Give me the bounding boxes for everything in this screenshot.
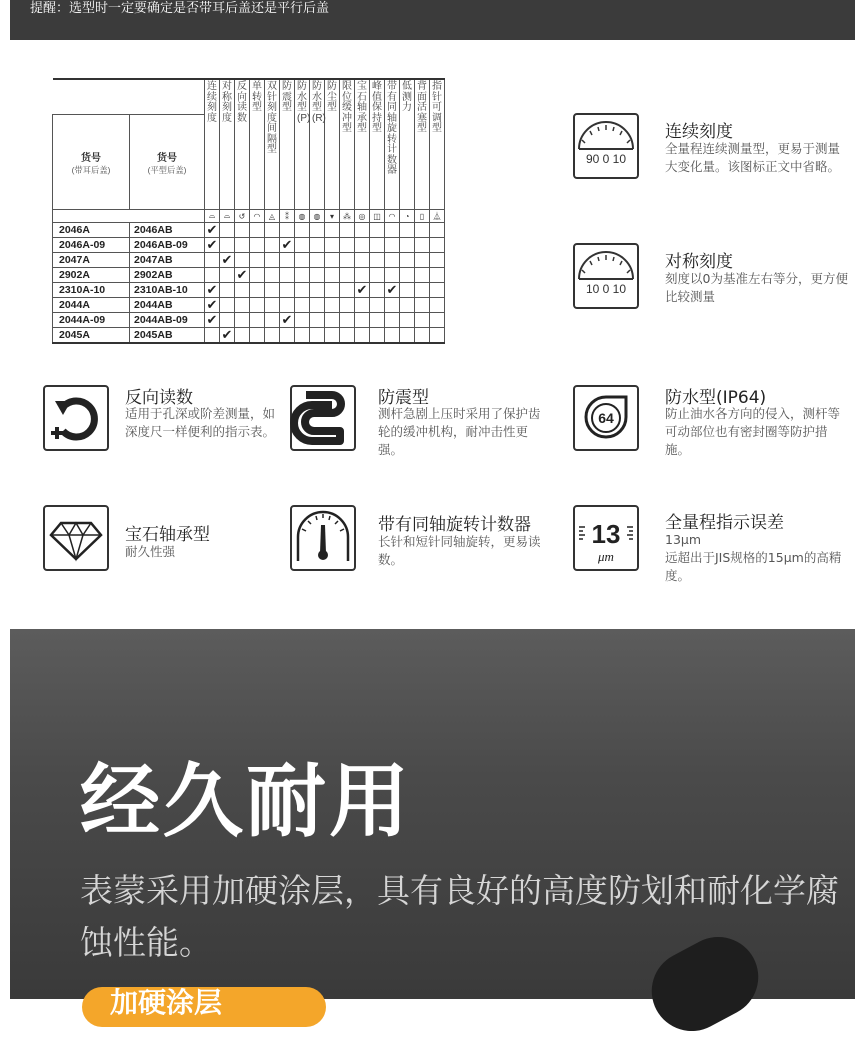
feature-cell <box>355 313 370 328</box>
feature-col-icon: ◔ <box>400 210 415 223</box>
feature-cell <box>325 223 340 238</box>
feature-cell: ✔ <box>355 283 370 298</box>
part-number-ear: 2044A-09 <box>53 313 130 328</box>
accuracy-title: 全量程指示误差 <box>665 513 784 533</box>
feature-cell <box>385 238 400 253</box>
feature-col-header: 带有同轴旋转计数器 <box>385 79 400 210</box>
part-number-ear: 2044A <box>53 298 130 313</box>
feature-cell <box>370 283 385 298</box>
feature-cell <box>280 283 295 298</box>
feature-cell <box>265 328 280 344</box>
feature-col-icon: ⌓ <box>205 210 220 223</box>
waterproof-icon-label: 64 <box>598 410 614 426</box>
durability-hero <box>10 629 855 1019</box>
feature-cell <box>220 268 235 283</box>
symmetric-desc: 刻度以0为基准左右等分，更方便比较测量 <box>665 271 848 304</box>
feature-cell <box>430 298 445 313</box>
feature-cell <box>325 283 340 298</box>
continuous-icon-label: 90 0 10 <box>585 152 627 166</box>
feature-cell: ✔ <box>205 313 220 328</box>
feature-cell <box>340 313 355 328</box>
feature-cell <box>385 223 400 238</box>
feature-cell <box>415 298 430 313</box>
icon-row-spacer <box>53 210 205 223</box>
counter-title: 带有同轴旋转计数器 <box>378 515 531 535</box>
part-number-ear: 2310A-10 <box>53 283 130 298</box>
col-header-ear: 货号 (带耳后盖) <box>53 115 130 210</box>
feature-cell <box>325 268 340 283</box>
feature-cell <box>430 253 445 268</box>
feature-cell <box>280 298 295 313</box>
feature-cell <box>400 283 415 298</box>
feature-cell <box>355 253 370 268</box>
feature-cell <box>220 223 235 238</box>
part-number-flat: 2044AB <box>130 298 205 313</box>
accuracy-desc-2: 远超出于JIS规格的15μm的高精度。 <box>665 550 842 583</box>
part-number-ear: 2045A <box>53 328 130 344</box>
feature-col-header: 反向读数 <box>235 79 250 210</box>
feature-cell <box>415 313 430 328</box>
feature-col-icon: ⌓ <box>220 210 235 223</box>
table-row <box>53 328 445 344</box>
waterproof-icon <box>573 385 639 451</box>
feature-cell <box>265 283 280 298</box>
part-number-flat: 2045AB <box>130 328 205 344</box>
feature-col-icon: ◫ <box>370 210 385 223</box>
pill-text: 加硬涂层 <box>110 986 223 1019</box>
feature-cell: ✔ <box>205 298 220 313</box>
table-row <box>53 298 445 313</box>
table-row <box>53 268 445 283</box>
reverse-reading-icon <box>43 385 109 451</box>
feature-cell <box>310 268 325 283</box>
feature-cell <box>370 253 385 268</box>
feature-cell <box>250 313 265 328</box>
feature-cell <box>250 238 265 253</box>
feature-cell <box>310 313 325 328</box>
feature-cell: ✔ <box>220 253 235 268</box>
feature-cell <box>355 268 370 283</box>
feature-cell <box>370 268 385 283</box>
feature-cell <box>370 298 385 313</box>
accuracy-desc-1: 13μm <box>665 532 702 547</box>
part-number-ear: 2046A-09 <box>53 238 130 253</box>
feature-cell <box>220 313 235 328</box>
part-number-ear: 2902A <box>53 268 130 283</box>
feature-cell <box>295 283 310 298</box>
feature-cell <box>235 253 250 268</box>
reminder-bar <box>10 0 855 40</box>
feature-cell <box>205 253 220 268</box>
feature-col-header: 双针刻度间隔型 <box>265 79 280 210</box>
feature-cell <box>250 328 265 344</box>
feature-col-icon: ◠ <box>250 210 265 223</box>
jewel-bearing-icon <box>43 505 109 571</box>
feature-col-header: 防水型(R) <box>310 79 325 210</box>
feature-cell <box>400 238 415 253</box>
feature-col-header: 宝石轴承型 <box>355 79 370 210</box>
feature-cell <box>325 328 340 344</box>
feature-cell <box>415 253 430 268</box>
feature-cell <box>280 223 295 238</box>
feature-col-header: 防震型 <box>280 79 295 210</box>
feature-cell <box>385 253 400 268</box>
feature-cell <box>340 268 355 283</box>
shockproof-desc: 测杆急剧上压时采用了保护齿轮的缓冲机构，耐冲击性更强。 <box>378 406 541 457</box>
feature-cell <box>295 268 310 283</box>
feature-cell <box>325 253 340 268</box>
feature-cell <box>250 298 265 313</box>
feature-cell: ✔ <box>235 268 250 283</box>
feature-cell <box>385 268 400 283</box>
feature-cell <box>355 298 370 313</box>
part-number-flat: 2310AB-10 <box>130 283 205 298</box>
part-number-ear: 2046A <box>53 223 130 238</box>
feature-cell <box>235 223 250 238</box>
counter-desc: 长针和短针同轴旋转，更易读数。 <box>378 534 541 567</box>
symmetric-title: 对称刻度 <box>665 252 733 272</box>
shockproof-icon <box>290 385 356 451</box>
jewel-desc: 耐久性强 <box>125 544 176 559</box>
feature-col-icon: ▾ <box>325 210 340 223</box>
shockproof-title: 防震型 <box>378 388 429 408</box>
accuracy-icon-unit: μm <box>598 549 614 564</box>
table-row <box>53 253 445 268</box>
feature-cell <box>220 238 235 253</box>
feature-col-header: 指针可调型 <box>430 79 445 210</box>
continuous-scale-icon <box>573 113 639 179</box>
feature-cell <box>415 238 430 253</box>
feature-cell <box>220 298 235 313</box>
feature-cell <box>355 328 370 344</box>
feature-cell <box>295 328 310 344</box>
feature-cell: ✔ <box>205 283 220 298</box>
feature-cell <box>430 238 445 253</box>
feature-cell <box>310 223 325 238</box>
feature-cell <box>415 328 430 344</box>
table-corner <box>53 79 205 115</box>
feature-cell <box>400 253 415 268</box>
feature-col-header: 背面活塞型 <box>415 79 430 210</box>
feature-col-header: 峰值保持型 <box>370 79 385 210</box>
feature-cell <box>295 238 310 253</box>
feature-cell <box>325 298 340 313</box>
feature-cell <box>400 223 415 238</box>
feature-cell <box>370 223 385 238</box>
feature-cell <box>310 238 325 253</box>
feature-col-header: 单转型 <box>250 79 265 210</box>
feature-cell <box>385 328 400 344</box>
table-row <box>53 223 445 238</box>
continuous-desc: 全量程连续测量型，更易于测量大变化量。该图标正文中省略。 <box>665 141 841 174</box>
feature-cell <box>310 253 325 268</box>
hard-coating-pill <box>82 987 326 1027</box>
feature-cell <box>205 268 220 283</box>
feature-cell <box>385 313 400 328</box>
feature-cell <box>280 253 295 268</box>
reminder-text: 提醒：选型时一定要确定是否带耳后盖还是平行后盖 <box>30 1 330 16</box>
col-header-flat: 货号 (平型后盖) <box>130 115 205 210</box>
feature-cell: ✔ <box>280 238 295 253</box>
feature-cell <box>220 283 235 298</box>
feature-col-header: 低测力 <box>400 79 415 210</box>
spec-table <box>52 78 445 344</box>
feature-cell <box>295 253 310 268</box>
feature-cell <box>430 223 445 238</box>
feature-cell <box>295 223 310 238</box>
hero-title: 经久耐用 <box>80 755 412 848</box>
feature-col-header: 连续刻度 <box>205 79 220 210</box>
feature-col-icon: ⁑ <box>280 210 295 223</box>
feature-cell <box>295 313 310 328</box>
coaxial-counter-icon <box>290 505 356 571</box>
feature-cell <box>400 298 415 313</box>
feature-cell: ✔ <box>220 328 235 344</box>
symmetric-scale-icon <box>573 243 639 309</box>
feature-cell <box>250 253 265 268</box>
feature-cell <box>340 328 355 344</box>
table-row <box>53 238 445 253</box>
feature-col-icon: ⁂ <box>340 210 355 223</box>
accuracy-icon <box>573 505 639 571</box>
part-number-flat: 2047AB <box>130 253 205 268</box>
feature-cell <box>370 328 385 344</box>
feature-col-header: 对称刻度 <box>220 79 235 210</box>
feature-cell <box>400 328 415 344</box>
feature-col-icon: ◬ <box>265 210 280 223</box>
part-number-ear: 2047A <box>53 253 130 268</box>
feature-col-icon: ◎ <box>355 210 370 223</box>
feature-cell <box>205 328 220 344</box>
feature-cell: ✔ <box>385 283 400 298</box>
symmetric-icon-label: 10 0 10 <box>585 282 627 296</box>
feature-cell <box>235 283 250 298</box>
feature-cell <box>355 238 370 253</box>
hero-subtitle: 表蒙采用加硬涂层，具有良好的高度防划和耐化学腐蚀性能。 <box>80 871 839 962</box>
feature-cell <box>340 283 355 298</box>
feature-cell <box>430 328 445 344</box>
feature-col-icon: ▯ <box>415 210 430 223</box>
waterproof-title: 防水型(IP64) <box>665 388 767 408</box>
feature-cell <box>310 283 325 298</box>
feature-cell <box>340 298 355 313</box>
feature-cell <box>430 268 445 283</box>
feature-cell <box>295 298 310 313</box>
part-number-flat: 2046AB <box>130 223 205 238</box>
feature-cell <box>370 313 385 328</box>
feature-cell <box>235 298 250 313</box>
feature-cell <box>250 283 265 298</box>
feature-col-icon: ↺ <box>235 210 250 223</box>
feature-cell <box>265 313 280 328</box>
feature-cell <box>400 268 415 283</box>
feature-cell <box>430 283 445 298</box>
feature-col-icon: ⏅ <box>430 210 445 223</box>
feature-cell <box>235 313 250 328</box>
feature-cell <box>415 283 430 298</box>
table-row <box>53 313 445 328</box>
feature-cell: ✔ <box>280 313 295 328</box>
feature-cell <box>250 268 265 283</box>
feature-col-header: 限位缓冲型 <box>340 79 355 210</box>
feature-col-icon: ◠ <box>385 210 400 223</box>
feature-col-header: 防尘型 <box>325 79 340 210</box>
reverse-desc: 适用于孔深或阶差测量，如深度尺一样便利的指示表。 <box>125 406 276 439</box>
feature-cell: ✔ <box>205 223 220 238</box>
continuous-title: 连续刻度 <box>665 122 733 142</box>
feature-cell <box>430 313 445 328</box>
feature-cell <box>310 298 325 313</box>
part-number-flat: 2044AB-09 <box>130 313 205 328</box>
feature-cell <box>265 268 280 283</box>
part-number-flat: 2046AB-09 <box>130 238 205 253</box>
accuracy-icon-number: 13 <box>591 519 621 549</box>
feature-cell <box>340 253 355 268</box>
feature-cell <box>250 223 265 238</box>
part-number-flat: 2902AB <box>130 268 205 283</box>
feature-cell <box>280 328 295 344</box>
feature-cell <box>415 223 430 238</box>
feature-cell <box>265 253 280 268</box>
feature-cell <box>235 328 250 344</box>
feature-cell <box>265 238 280 253</box>
feature-cell <box>415 268 430 283</box>
feature-cell: ✔ <box>205 238 220 253</box>
feature-cell <box>325 313 340 328</box>
feature-cell <box>340 223 355 238</box>
feature-cell <box>310 328 325 344</box>
table-row <box>53 283 445 298</box>
feature-cell <box>325 238 340 253</box>
feature-cell <box>355 223 370 238</box>
feature-cell <box>265 223 280 238</box>
feature-cell <box>235 238 250 253</box>
feature-cell <box>400 313 415 328</box>
feature-cell <box>280 268 295 283</box>
feature-cell <box>340 238 355 253</box>
feature-col-icon: ◍ <box>295 210 310 223</box>
feature-col-header: 防水型(P) <box>295 79 310 210</box>
waterproof-desc: 防止油水各方向的侵入，测杆等可动部位也有密封圈等防护措施。 <box>665 406 841 457</box>
reverse-title: 反向读数 <box>125 388 193 408</box>
feature-cell <box>385 298 400 313</box>
jewel-title: 宝石轴承型 <box>125 525 210 545</box>
feature-cell <box>265 298 280 313</box>
feature-cell <box>370 238 385 253</box>
feature-col-icon: ◍ <box>310 210 325 223</box>
